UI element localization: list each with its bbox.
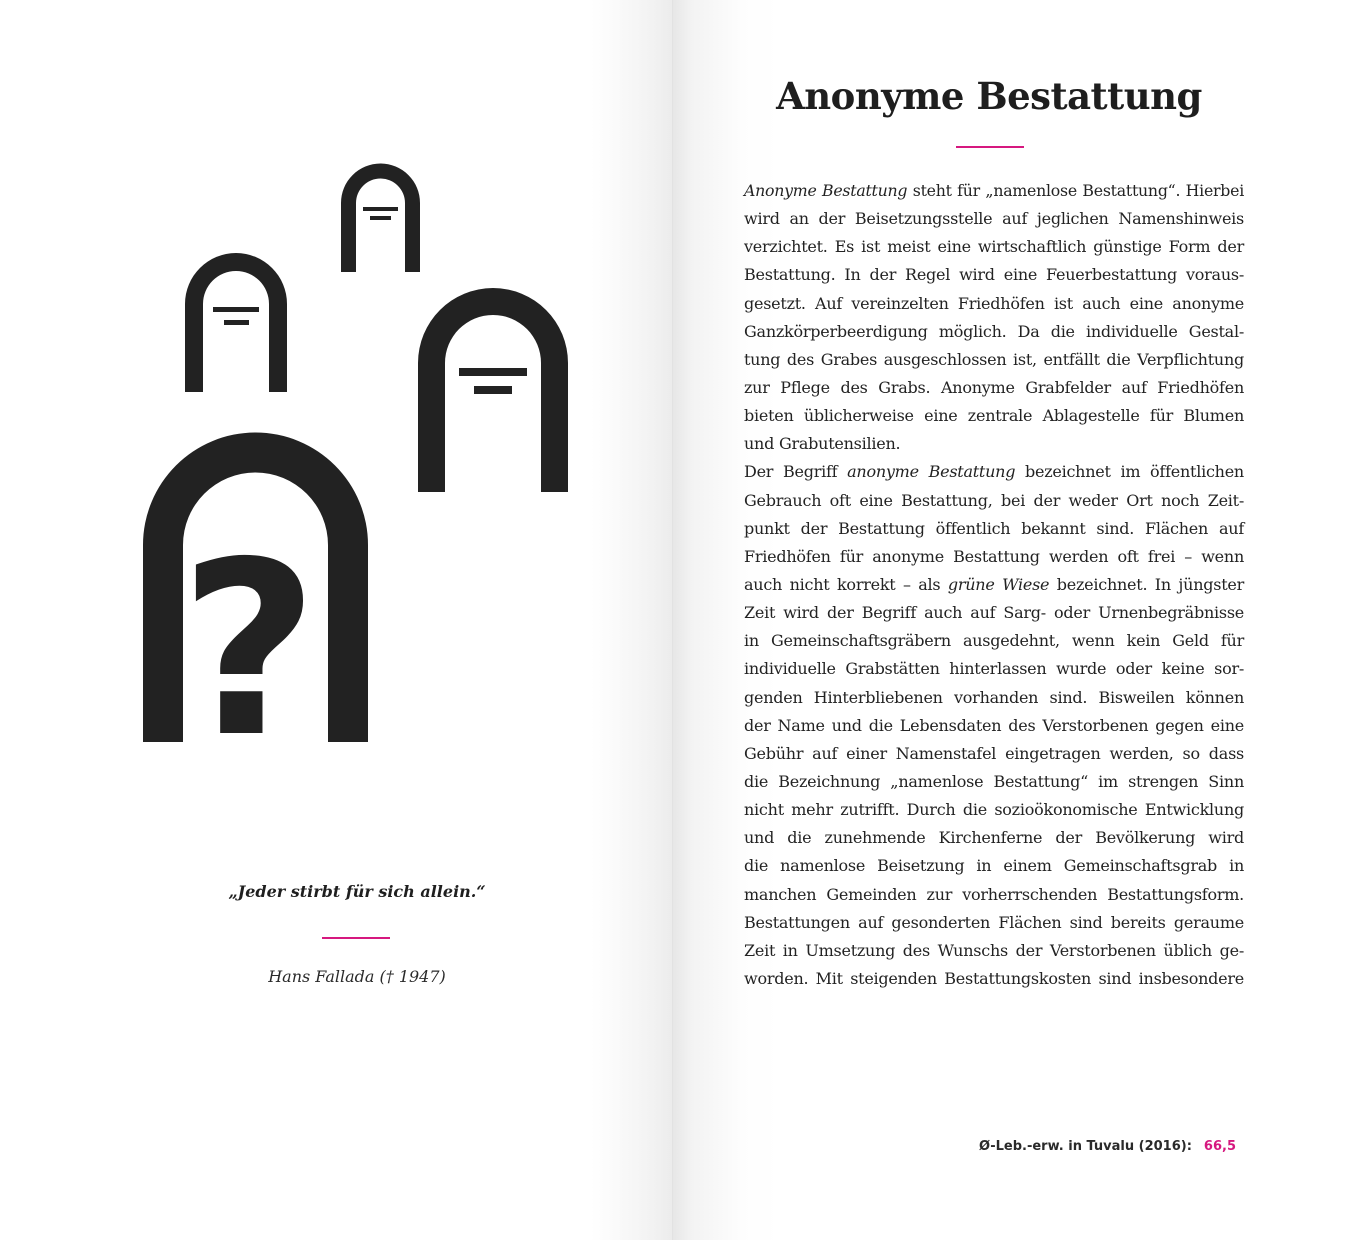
body-line	[744, 346, 1244, 374]
body-line	[744, 881, 1244, 909]
body-line	[744, 796, 1244, 824]
body-line	[744, 627, 1244, 655]
body-line-text: Ganzkörperbeerdigung möglich. Da die individuelle Gestal-	[744, 321, 1244, 341]
gravestones-illustration	[0, 0, 672, 760]
body-line-text: genden Hinterbliebenen vorhanden sind. Bisweilen können	[744, 687, 1244, 707]
body-line	[744, 402, 1244, 430]
body-line-text: bieten üblicherweise eine zentrale Ablagestelle für Blumen	[744, 406, 1244, 426]
body-line	[744, 290, 1244, 318]
body-line	[744, 824, 1244, 852]
body-line	[744, 318, 1244, 346]
body-line-text: tung des Grabes ausgeschlossen ist, entfällt die Verpflichtung	[744, 349, 1244, 369]
body-line-text: Der Begriff	[744, 462, 848, 482]
question-mark: ?	[179, 510, 319, 760]
tombstone-small-top-icon	[341, 164, 420, 272]
body-line-text: worden. Mit steigenden Bestattungskosten sind insbesondere	[744, 968, 1244, 988]
footer-label: Ø-Leb.-erw. in Tuvalu (2016):	[978, 1139, 1192, 1154]
quote-divider	[322, 937, 390, 939]
body-text	[744, 177, 1244, 993]
body-line	[744, 487, 1244, 515]
body-line	[744, 768, 1244, 796]
body-line-text: Gebühr auf einer Namenstafel eingetragen werden, so dass	[744, 743, 1244, 763]
body-line-text: manchen Gemeinden zur vorherrschenden Bestattungsform.	[744, 884, 1244, 904]
page-footer	[979, 1139, 1236, 1154]
body-line-text: Friedhöfen für anonyme Bestattung werden oft frei – wenn	[744, 546, 1244, 566]
body-line-text: Zeit in Umsetzung des Wunschs der Verstorbenen üblich ge-	[744, 940, 1244, 960]
body-line-text: zur Pflege des Grabs. Anonyme Grabfelder auf Friedhöfen	[744, 377, 1244, 397]
body-line-text: individuelle Grabstätten hinterlassen wurde oder keine sor-	[744, 659, 1244, 679]
body-line	[744, 965, 1244, 993]
body-line-emphasis: Anonyme Bestattung	[744, 181, 908, 200]
body-line-text: der Name und die Lebensdaten des Verstorbenen gegen eine	[744, 715, 1244, 735]
tombstone-question-icon	[143, 433, 368, 760]
body-line-text: Zeit wird der Begriff auch auf Sarg- oder Urnenbegräbnisse	[744, 603, 1244, 623]
body-line	[744, 712, 1244, 740]
page-title: Anonyme Bestattung	[776, 74, 1202, 118]
body-line	[744, 655, 1244, 683]
body-line-text: nicht mehr zutrifft. Durch die sozioökonomische Entwicklung	[744, 800, 1244, 820]
body-line	[744, 515, 1244, 543]
body-line	[744, 205, 1244, 233]
body-line-text: bezeichnet. In jüngster	[1049, 574, 1244, 594]
body-line-text: die Bezeichnung „namenlose Bestattung“ im strengen Sinn	[744, 771, 1244, 791]
body-line-text: steht für „namenlose Bestattung“. Hierbei	[907, 181, 1244, 200]
tombstone-medium-left-icon	[185, 253, 287, 392]
body-line-text: Gebrauch oft eine Bestattung, bei der weder Ort noch Zeit-	[744, 490, 1244, 510]
tombstone-large-right-icon	[418, 288, 568, 492]
body-line	[744, 852, 1244, 880]
body-line-emphasis: grüne Wiese	[947, 574, 1050, 594]
body-line	[744, 740, 1244, 768]
body-line-text: und Grabutensilien.	[744, 434, 901, 454]
body-line-text: verzichtet. Es ist meist eine wirtschaftlich günstige Form der	[744, 237, 1244, 257]
body-line	[744, 177, 1244, 205]
title-divider	[956, 146, 1024, 148]
body-line	[744, 233, 1244, 261]
body-line	[744, 909, 1244, 937]
body-line	[744, 599, 1244, 627]
body-line-text: Bestattungen auf gesonderten Flächen sind bereits geraume	[744, 912, 1244, 932]
body-line	[744, 261, 1244, 289]
body-line	[744, 937, 1244, 965]
body-line	[744, 571, 1244, 599]
footer-value: 66,5	[1203, 1139, 1236, 1154]
gutter	[672, 0, 673, 1240]
body-line-text: in Gemeinschaftsgräbern ausgedehnt, wenn kein Geld für	[744, 631, 1244, 651]
body-line-text: Bestattung. In der Regel wird eine Feuerbestattung voraus-	[744, 265, 1244, 285]
body-line	[744, 684, 1244, 712]
body-line-text: auch nicht korrekt – als	[744, 574, 948, 594]
quote: „Jeder stirbt für sich allein.“	[228, 882, 486, 901]
body-line-text: wird an der Beisetzungsstelle auf jeglichen Namenshinweis	[744, 209, 1244, 229]
body-line-text: und die zunehmende Kirchenferne der Bevölkerung wird	[744, 828, 1244, 848]
quote-author: Hans Fallada († 1947)	[268, 967, 446, 986]
body-line-text: gesetzt. Auf vereinzelten Friedhöfen ist auch eine anonyme	[744, 293, 1244, 313]
body-line	[744, 458, 1244, 486]
body-line	[744, 374, 1244, 402]
body-line-text: bezeichnet im öffentlichen	[1015, 462, 1244, 482]
body-line-text: die namenlose Beisetzung in einem Gemeinschaftsgrab in	[744, 856, 1244, 876]
body-line	[744, 430, 1244, 458]
body-line	[744, 543, 1244, 571]
body-line-text: punkt der Bestattung öffentlich bekannt sind. Flächen auf	[744, 518, 1244, 538]
body-line-emphasis: anonyme Bestattung	[847, 462, 1016, 482]
